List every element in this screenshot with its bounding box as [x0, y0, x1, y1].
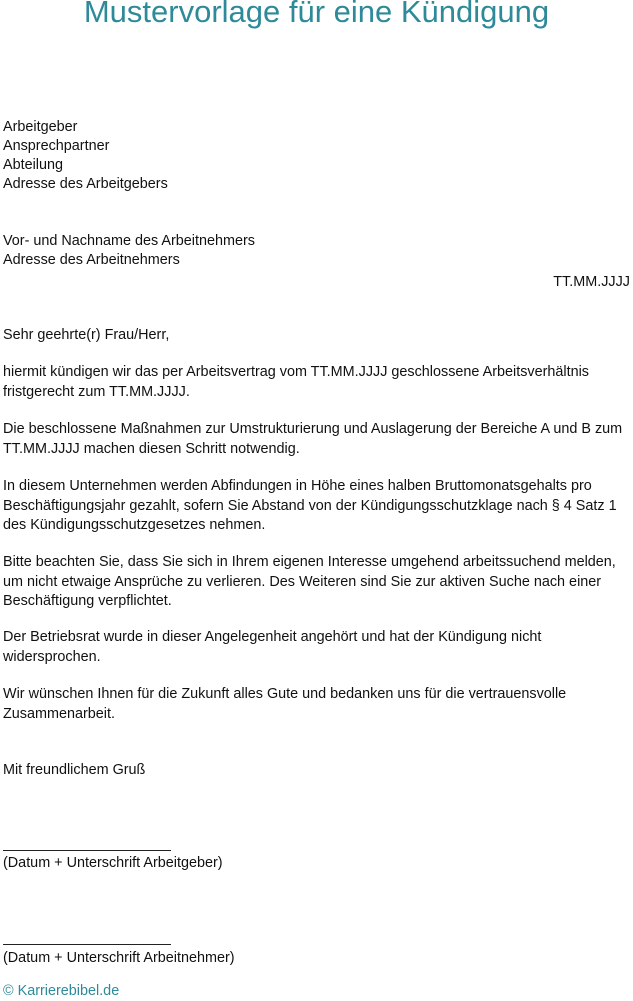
salutation: Sehr geehrte(r) Frau/Herr, [3, 327, 170, 343]
employer-address-line: Adresse des Arbeitgebers [3, 176, 168, 192]
closing-greeting: Mit freundlichem Gruß [3, 762, 146, 778]
letter-date: TT.MM.JJJJ [553, 274, 630, 290]
body-paragraph: hiermit kündigen wir das per Arbeitsvertrag vom TT.MM.JJJJ geschlossene Arbeitsverhältnis fristgerecht zum TT.MM.JJJJ. [3, 364, 589, 400]
employee-address-line: Adresse des Arbeitnehmers [3, 252, 180, 268]
copyright-footer: © Karrierebibel.de [3, 983, 120, 999]
employee-signature-line [3, 944, 171, 945]
contact-person-line: Ansprechpartner [3, 138, 110, 154]
body-paragraph: Wir wünschen Ihnen für die Zukunft alles Gute und bedanken uns für die vertrauensvolle Zusammenarbeit. [3, 686, 567, 722]
body-paragraph: Bitte beachten Sie, dass Sie sich in Ihrem eigenen Interesse umgehend arbeitssuchend melden, um nicht etwaige Ansprüche zu verlieren. Des Weiteren sind Sie zur aktiven Suche nach einer Beschäftigung verpflichtet. [3, 554, 616, 609]
employee-signature-caption: (Datum + Unterschrift Arbeitnehmer) [3, 950, 235, 966]
employer-signature-caption: (Datum + Unterschrift Arbeitgeber) [3, 855, 223, 871]
body-paragraph: Die beschlossene Maßnahmen zur Umstrukturierung und Auslagerung der Bereiche A und B zum TT.MM.JJJJ machen diesen Schritt notwendig. [3, 421, 623, 457]
employee-name-line: Vor- und Nachname des Arbeitnehmers [3, 233, 255, 249]
department-line: Abteilung [3, 157, 64, 173]
body-paragraph: In diesem Unternehmen werden Abfindungen in Höhe eines halben Bruttomonatsgehalts pro Beschäftigungsjahr gezahlt, sofern Sie Abstand von der Kündigungsschutzklage nach § 4 Satz 1 des Kündigungsschutzgesetzes nehmen. [3, 478, 617, 533]
employer-signature-line [3, 850, 171, 851]
body-paragraph: Der Betriebsrat wurde in dieser Angelegenheit angehört und hat der Kündigung nicht widersprochen. [3, 629, 542, 665]
document-title: Mustervorlage für eine Kündigung [83, 0, 550, 29]
employer-line: Arbeitgeber [3, 119, 78, 135]
